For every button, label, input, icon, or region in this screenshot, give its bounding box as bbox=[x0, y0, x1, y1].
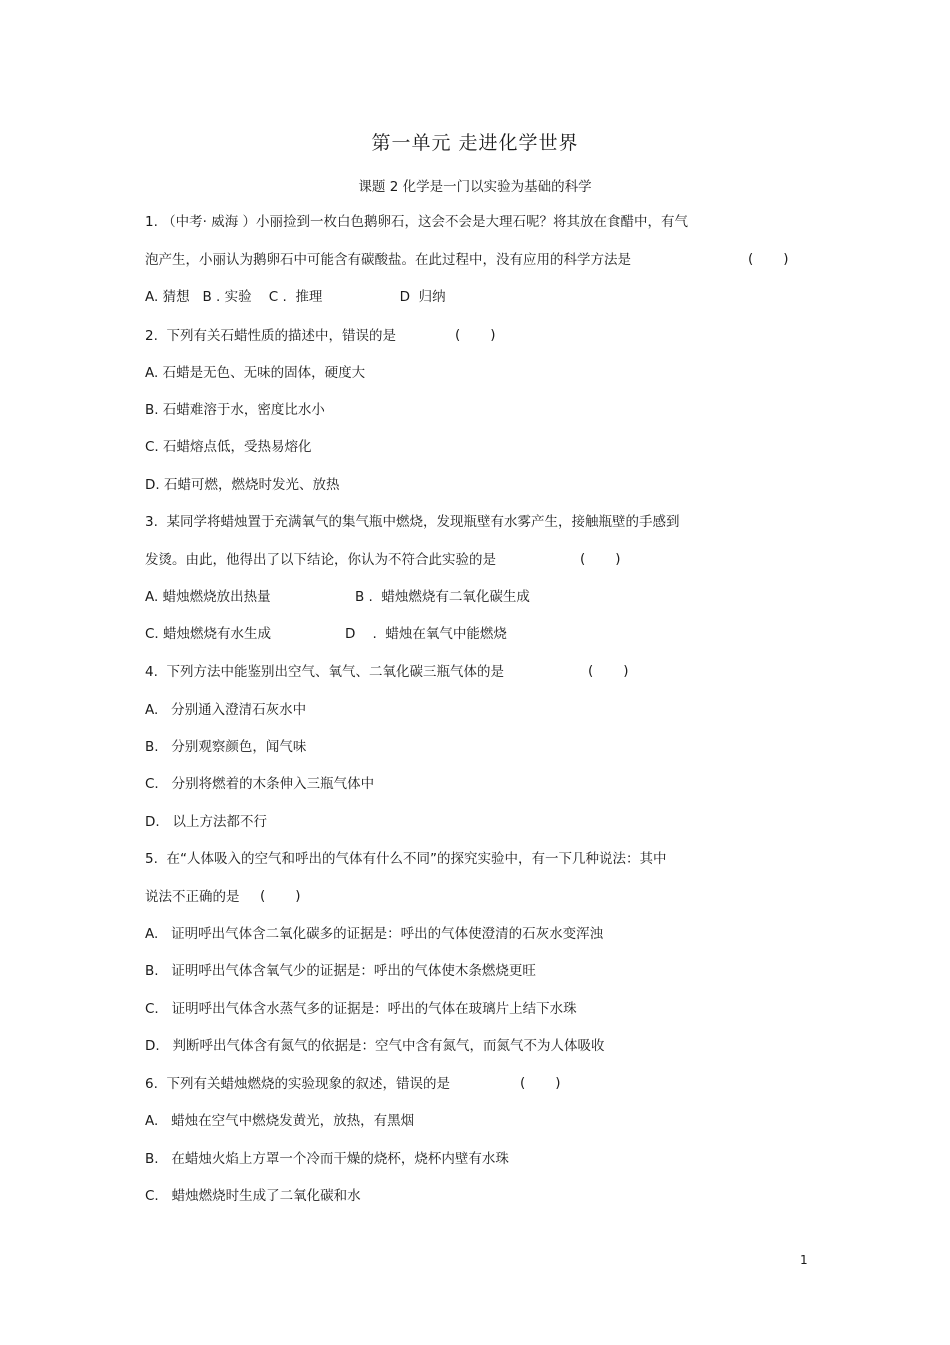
q5-option-d: D. 判断呼出气体含有氮气的依据是：空气中含有氮气，而氮气不为人体吸收 bbox=[145, 1038, 605, 1054]
q2-option-a: A. 石蜡是无色、无味的固体，硬度大 bbox=[145, 365, 366, 381]
q2-option-b: B. 石蜡难溶于水，密度比水小 bbox=[145, 402, 325, 418]
q2-option-d: D. 石蜡可燃，燃烧时发光、放热 bbox=[145, 477, 340, 493]
q1-answer-paren: ( ) bbox=[748, 251, 789, 267]
q4-option-c: C. 分别将燃着的木条伸入三瓶气体中 bbox=[145, 776, 375, 792]
q3-option-c: C. 蜡烛燃烧有水生成 bbox=[145, 626, 272, 642]
q6-stem: 6. 下列有关蜡烛燃烧的实验现象的叙述，错误的是 bbox=[145, 1076, 450, 1092]
q6-answer-paren: ( ) bbox=[520, 1075, 561, 1091]
q4-option-a: A. 分别通入澄清石灰水中 bbox=[145, 702, 307, 718]
q1-stem-line2: 泡产生，小丽认为鹅卵石中可能含有碳酸盐。在此过程中，没有应用的科学方法是 bbox=[145, 252, 631, 268]
q4-answer-paren: ( ) bbox=[588, 663, 629, 679]
q5-answer-paren: ( ) bbox=[260, 888, 301, 904]
q5-stem-line2: 说法不正确的是 bbox=[145, 889, 240, 905]
q3-answer-paren: ( ) bbox=[580, 551, 621, 567]
q3-option-a: A. 蜡烛燃烧放出热量 bbox=[145, 589, 271, 605]
page-number: 1 bbox=[800, 1253, 808, 1267]
q3-option-b: B . 蜡烛燃烧有二氧化碳生成 bbox=[355, 589, 530, 605]
q3-stem-line1: 3. 某同学将蜡烛置于充满氧气的集气瓶中燃烧，发现瓶壁有水雾产生，接触瓶壁的手感到 bbox=[145, 514, 680, 530]
q2-answer-paren: ( ) bbox=[455, 327, 496, 343]
page-title: 第一单元 走进化学世界 bbox=[371, 132, 579, 154]
q5-option-c: C. 证明呼出气体含水蒸气多的证据是：呼出的气体在玻璃片上结下水珠 bbox=[145, 1001, 577, 1017]
lesson-subtitle: 课题 2 化学是一门以实验为基础的科学 bbox=[358, 179, 592, 195]
q2-stem: 2. 下列有关石蜡性质的描述中，错误的是 bbox=[145, 328, 396, 344]
q3-stem-line2: 发烫。由此，他得出了以下结论，你认为不符合此实验的是 bbox=[145, 552, 496, 568]
q5-option-b: B. 证明呼出气体含氧气少的证据是：呼出的气体使木条燃烧更旺 bbox=[145, 963, 536, 979]
q1-options: A. 猜想 B . 实验 C . 推理 D 归纳 bbox=[145, 289, 446, 305]
q5-option-a: A. 证明呼出气体含二氧化碳多的证据是：呼出的气体使澄清的石灰水变浑浊 bbox=[145, 926, 604, 942]
q5-stem-line1: 5. 在“人体吸入的空气和呼出的气体有什么不同”的探究实验中，有一下几种说法：其中 bbox=[145, 851, 667, 867]
q4-stem: 4. 下列方法中能鉴别出空气、氧气、二氧化碳三瓶气体的是 bbox=[145, 664, 504, 680]
q2-option-c: C. 石蜡熔点低，受热易熔化 bbox=[145, 439, 312, 455]
q6-option-a: A. 蜡烛在空气中燃烧发黄光，放热，有黑烟 bbox=[145, 1113, 415, 1129]
q1-stem-line1: 1. （中考· 威海 ）小丽捡到一枚白色鹅卵石，这会不会是大理石呢？将其放在食醋中，有气 bbox=[145, 214, 689, 230]
q4-option-b: B. 分别观察颜色，闻气味 bbox=[145, 739, 307, 755]
q4-option-d: D. 以上方法都不行 bbox=[145, 814, 268, 830]
q6-option-b: B. 在蜡烛火焰上方罩一个冷而干燥的烧杯，烧杯内壁有水珠 bbox=[145, 1151, 509, 1167]
q6-option-c: C. 蜡烛燃烧时生成了二氧化碳和水 bbox=[145, 1188, 361, 1204]
q3-option-d: D . 蜡烛在氧气中能燃烧 bbox=[345, 626, 507, 642]
